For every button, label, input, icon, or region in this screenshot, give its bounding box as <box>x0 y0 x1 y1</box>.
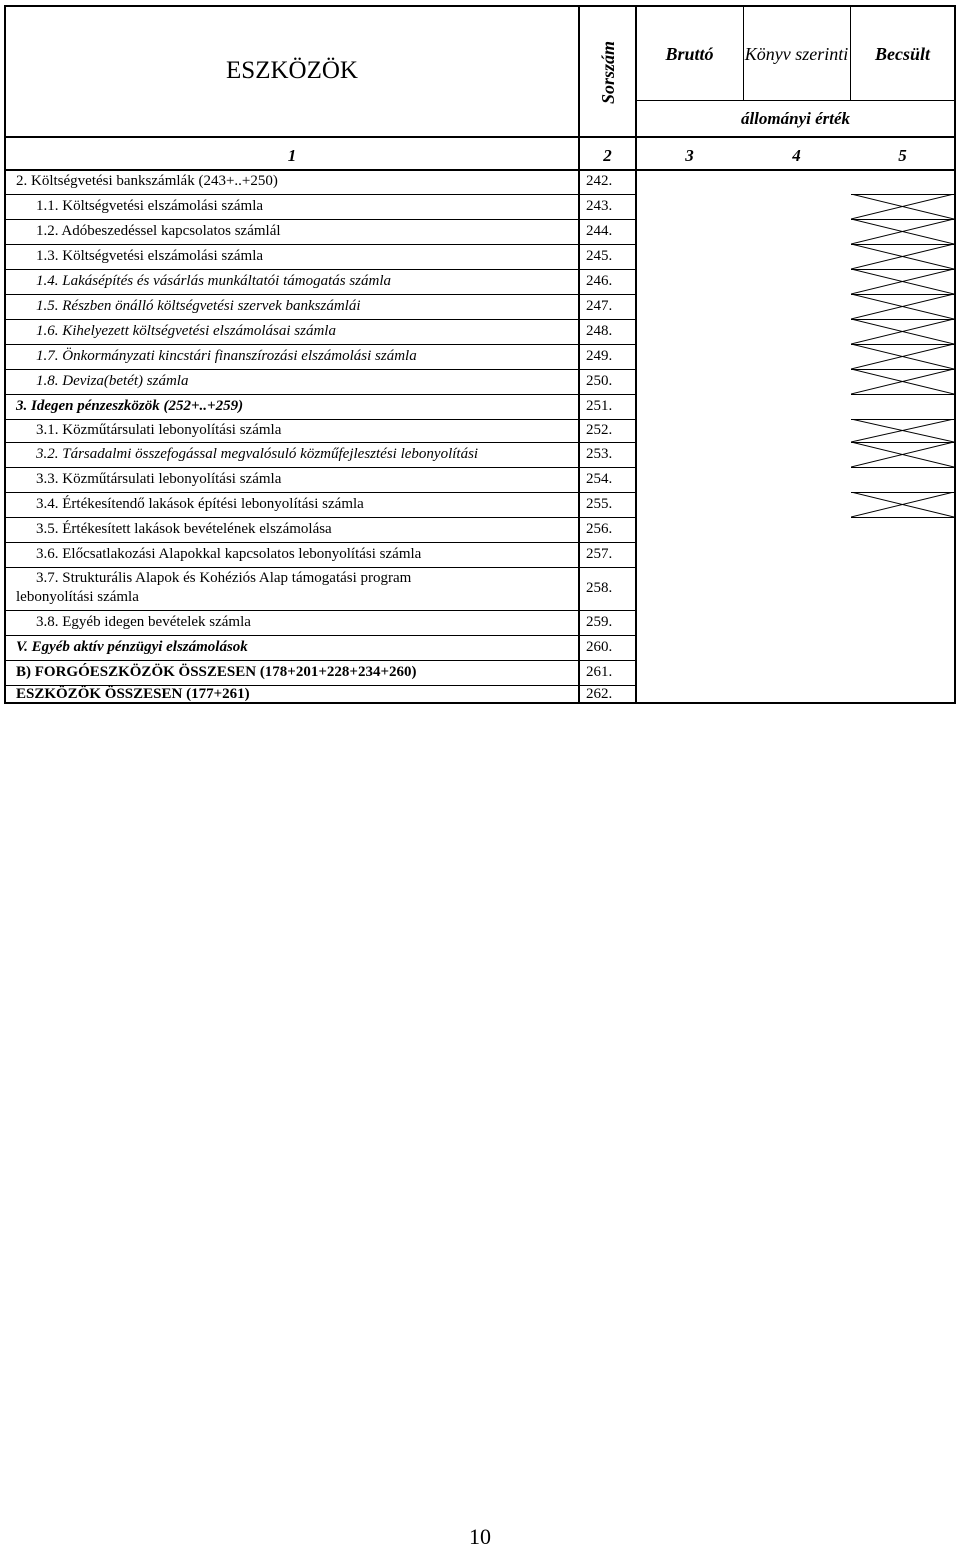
header-sorszam: Sorszám <box>598 40 619 104</box>
row-divider <box>6 492 637 493</box>
row-label: 2. Költségvetési bankszámlák (243+..+250) <box>16 173 278 189</box>
cross-cell-divider <box>851 344 954 345</box>
row-divider <box>6 685 637 686</box>
row-divider <box>6 635 637 636</box>
cross-cell-divider <box>851 219 954 220</box>
col-number-2: 2 <box>603 146 612 165</box>
row-divider <box>6 194 637 195</box>
cross-cell-divider <box>851 294 954 295</box>
crossed-out-cell <box>851 419 954 442</box>
table-row <box>6 294 954 319</box>
table-row <box>6 517 954 542</box>
table-row <box>6 635 954 660</box>
crossed-out-cell <box>851 194 954 219</box>
cross-cell-divider <box>851 467 954 468</box>
row-number: 252. <box>586 422 613 438</box>
cross-cell-divider <box>851 442 954 443</box>
crossed-out-cell <box>851 319 954 344</box>
column-divider <box>743 7 744 100</box>
row-number: 247. <box>586 298 613 314</box>
col-number-5: 5 <box>898 146 907 165</box>
table-row <box>6 369 954 394</box>
row-number: 244. <box>586 223 613 239</box>
balance-table <box>4 5 956 704</box>
row-label: 3.4. Értékesítendő lakások építési lebonyolítási számla <box>36 496 364 512</box>
table-row <box>6 319 954 344</box>
row-divider <box>6 610 637 611</box>
row-label: 1.4. Lakásépítés és vásárlás munkáltatói támogatás számla <box>36 273 391 289</box>
row-number: 257. <box>586 546 613 562</box>
row-number: 251. <box>586 398 613 414</box>
table-row <box>6 467 954 492</box>
row-number: 245. <box>586 248 613 264</box>
column-divider <box>850 7 851 100</box>
table-row <box>6 194 954 219</box>
crossed-out-cell <box>851 442 954 467</box>
row-divider <box>6 660 637 661</box>
row-number: 249. <box>586 348 613 364</box>
row-label: 3.6. Előcsatlakozási Alapokkal kapcsolatos lebonyolítási számla <box>36 546 422 562</box>
header-divider <box>637 100 954 101</box>
row-label: 1.8. Deviza(betét) számla <box>36 373 189 389</box>
column-divider <box>578 7 580 704</box>
row-number: 255. <box>586 496 613 512</box>
row-divider <box>6 394 637 395</box>
cross-cell-divider <box>851 517 954 518</box>
cross-cell-divider <box>851 492 954 493</box>
row-label: 1.5. Részben önálló költségvetési szervek bankszámlái <box>36 298 361 314</box>
table-row <box>6 244 954 269</box>
header-konyv-szerinti: Könyv szerinti <box>744 43 849 64</box>
cross-cell-divider <box>851 394 954 395</box>
row-label: 1.3. Költségvetési elszámolási számla <box>36 248 264 264</box>
cross-cell-divider <box>851 269 954 270</box>
row-label: B) FORGÓESZKÖZÖK ÖSSZESEN (178+201+228+234+260) <box>16 664 417 680</box>
row-number: 261. <box>586 664 613 680</box>
table-row <box>6 344 954 369</box>
header-brutto: Bruttó <box>665 43 714 64</box>
row-divider <box>6 344 637 345</box>
row-divider <box>6 169 954 171</box>
row-divider <box>6 319 637 320</box>
table-row <box>6 567 954 610</box>
row-number: 253. <box>586 446 613 462</box>
col-number-1: 1 <box>287 146 297 165</box>
cross-cell-divider <box>851 369 954 370</box>
crossed-out-cell <box>851 369 954 394</box>
row-label: 1.6. Kihelyezett költségvetési elszámolásai számla <box>36 323 336 339</box>
row-label: 3.5. Értékesített lakások bevételének elszámolása <box>36 521 332 537</box>
table-row <box>6 660 954 685</box>
row-divider <box>6 244 637 245</box>
cross-cell-divider <box>851 244 954 245</box>
row-number: 260. <box>586 639 613 655</box>
crossed-out-cell <box>851 269 954 294</box>
table-row <box>6 169 954 194</box>
row-number: 256. <box>586 521 613 537</box>
row-divider <box>6 567 637 568</box>
row-divider <box>6 419 637 420</box>
cross-cell-divider <box>851 194 954 195</box>
crossed-out-cell <box>851 219 954 244</box>
row-label: 1.2. Adóbeszedéssel kapcsolatos számlál <box>36 223 281 239</box>
row-number: 250. <box>586 373 613 389</box>
row-label: 3. Idegen pénzeszközök (252+..+259) <box>16 398 244 414</box>
row-number: 254. <box>586 471 613 487</box>
row-label: 1.1. Költségvetési elszámolási számla <box>36 198 264 214</box>
row-divider <box>6 467 637 468</box>
row-number: 242. <box>586 173 613 189</box>
table-row <box>6 542 954 567</box>
row-divider <box>6 269 637 270</box>
row-number: 248. <box>586 323 613 339</box>
row-number: 262. <box>586 686 613 702</box>
page-number: 10 <box>469 1524 491 1549</box>
row-label: ESZKÖZÖK ÖSSZESEN (177+261) <box>16 686 250 702</box>
row-label: 3.7. Strukturális Alapok és Kohéziós Alap támogatási program lebonyolítási számla <box>16 570 412 605</box>
table-row <box>6 419 954 442</box>
table-row <box>6 442 954 467</box>
row-label: 3.8. Egyéb idegen bevételek számla <box>36 614 251 630</box>
row-label: 3.1. Közműtársulati lebonyolítási számla <box>36 422 282 438</box>
row-divider <box>6 542 637 543</box>
column-divider <box>635 7 637 704</box>
row-divider <box>6 369 637 370</box>
row-divider <box>6 517 637 518</box>
crossed-out-cell <box>851 244 954 269</box>
table-row <box>6 685 954 704</box>
row-number: 243. <box>586 198 613 214</box>
row-label: 3.3. Közműtársulati lebonyolítási számla <box>36 471 282 487</box>
row-number: 259. <box>586 614 613 630</box>
row-label: 3.2. Társadalmi összefogással megvalósuló közműfejlesztési lebonyolítási <box>36 446 479 462</box>
crossed-out-cell <box>851 294 954 319</box>
cross-cell-divider <box>851 319 954 320</box>
row-label: V. Egyéb aktív pénzügyi elszámolások <box>16 639 248 655</box>
header-becsult: Becsült <box>874 43 930 64</box>
col-number-4: 4 <box>792 146 801 165</box>
crossed-out-cell <box>851 492 954 517</box>
table-title: ESZKÖZÖK <box>226 57 358 84</box>
row-label: 1.7. Önkormányzati kincstári finanszírozási elszámolási számla <box>36 348 417 364</box>
header-allomanyi-ertek: állományi érték <box>740 109 851 128</box>
header-divider <box>6 136 954 138</box>
table-row <box>6 610 954 635</box>
row-divider <box>6 294 637 295</box>
col-number-3: 3 <box>685 146 694 165</box>
cross-cell-divider <box>851 419 954 420</box>
table-row <box>6 394 954 419</box>
row-number: 258. <box>586 580 613 596</box>
table-row <box>6 219 954 244</box>
table-row <box>6 269 954 294</box>
crossed-out-cell <box>851 344 954 369</box>
table-row <box>6 492 954 517</box>
row-divider <box>6 219 637 220</box>
row-divider <box>6 442 637 443</box>
row-number: 246. <box>586 273 613 289</box>
